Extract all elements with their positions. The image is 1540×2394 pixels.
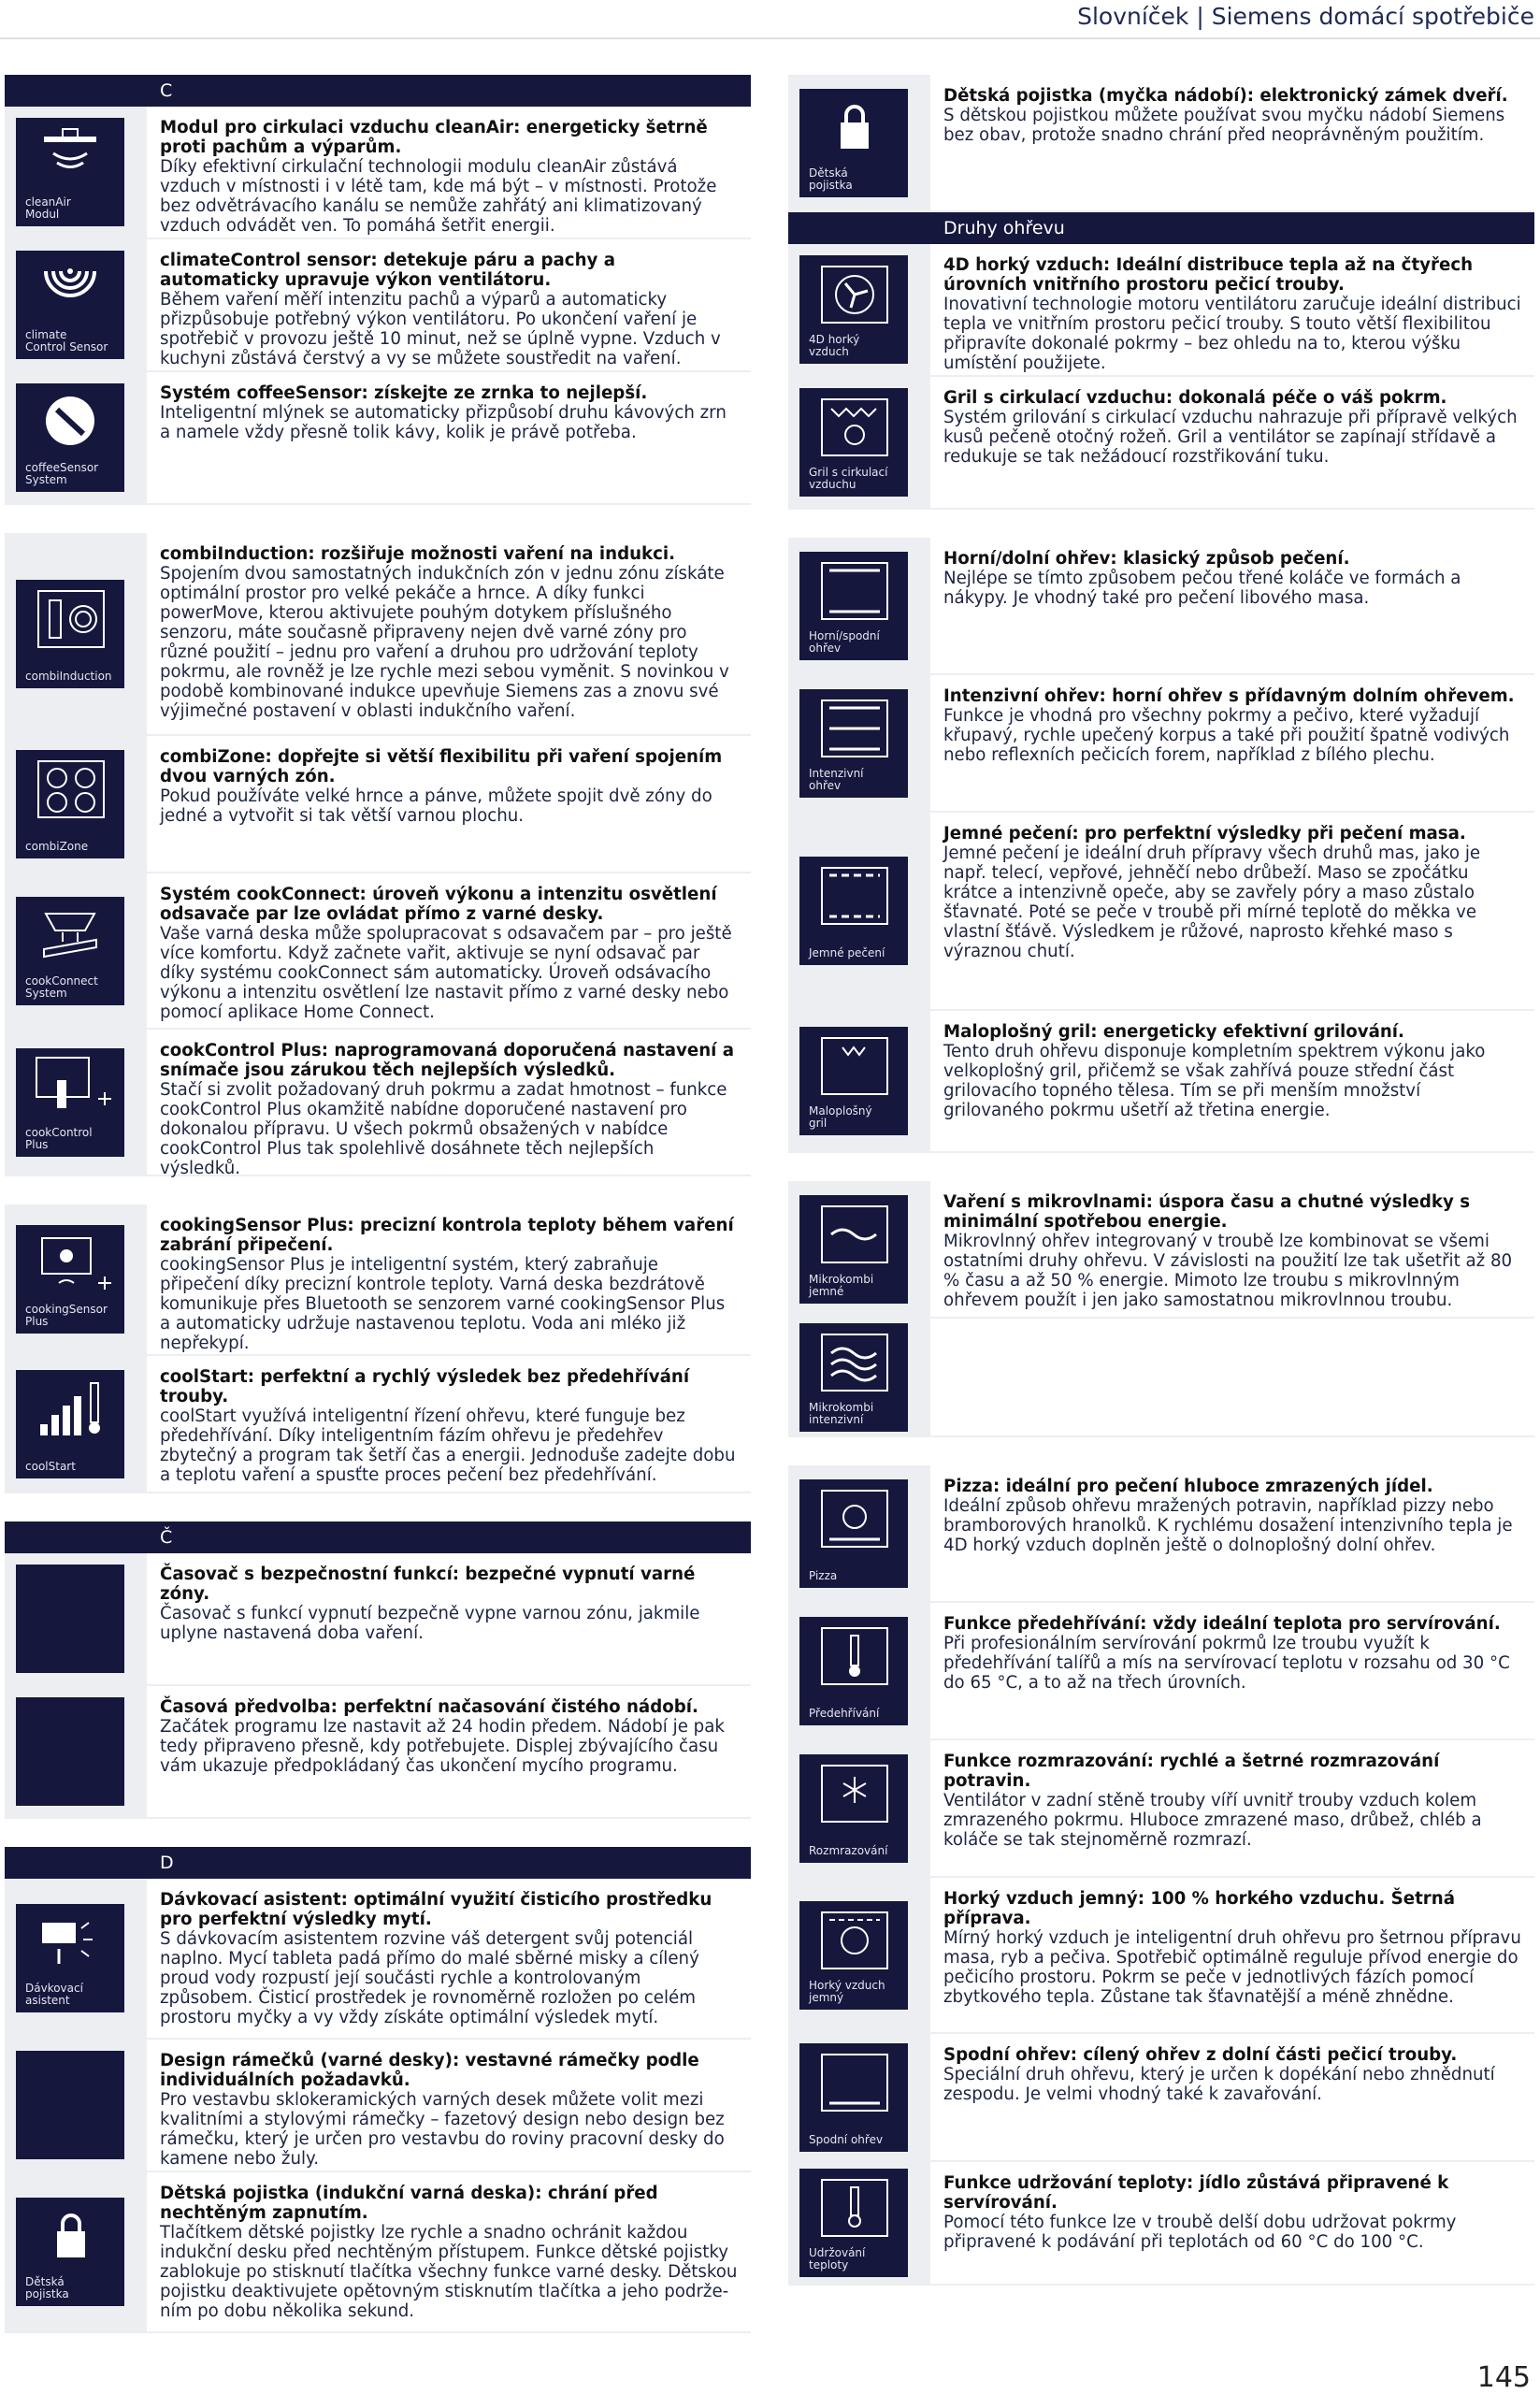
glossary-entry [788, 244, 1534, 377]
icon-cell [5, 1030, 147, 1175]
icon-label: climate Control Sensor [25, 328, 108, 353]
left-column [5, 75, 751, 2333]
entry-title: 4D horký vzduch: Ideální distribuce tepla až na čtyřech úrovních vnitřního prostoru pečicí trouby. [943, 255, 1474, 295]
section-band [5, 75, 147, 107]
entry-title: Horký vzduch jemný: 100 % horkého vzduchu. Šetrná příprava. [943, 1889, 1455, 1928]
entry-text [930, 2162, 1534, 2284]
icon-label: Mikrokombi intenzivní [809, 1401, 874, 1426]
entry-body: cookingSensor Plus je inteligentní systém, který zabraňuje připečení díky precizní kontrole teploty. Varná deska bezdrátově komunikuje přes Bluetooth se senzorem varné cookingSensor Plus a automaticky udržuje nastavenou teplotu. Voda ani mléko již nepřekypí. [160, 1255, 726, 1353]
icon-label: coffeeSensor System [25, 461, 99, 486]
entry-title: Systém cookConnect: úroveň výkonu a intenzitu osvětlení odsavače par lze ovládat přímo z varné desky. [160, 885, 717, 924]
entry-title: cookControl Plus: naprogramovaná doporučená nastavení a snímače jsou zárukou těch nejlepších výsledků. [160, 1041, 735, 1080]
fan-4d-icon [799, 255, 908, 364]
entry-title: coolStart: perfektní a rychlý výsledek bez předehřívání trouby. [160, 1367, 690, 1406]
header-divider [0, 37, 1540, 39]
group-gap [5, 1176, 751, 1204]
entry-body: Inteligentní mlýnek se automaticky přizpůsobí druhu kávových zrn a namele vždy přesně tolik kávy, kolik je právě potřeba. [160, 403, 727, 442]
icon-label: combiZone [25, 840, 89, 853]
glossary-entry [788, 538, 1534, 675]
entry-text [147, 533, 751, 734]
dosing-icon [16, 1904, 124, 2012]
entry-text [147, 736, 751, 872]
glossary-entry [788, 1603, 1534, 1740]
entry-body: Začátek programu lze nastavit až 24 hodin předem. Nádobí je pak tedy připraveno přesně, kdy potřebujete. Displej zbývajícího času vám ukazuje předpokládaný čas ukončení mycího programu. [160, 1717, 725, 1776]
entry-text [147, 1553, 751, 1684]
entry-title: Design rámečků (varné desky): vestavné rámečky podle individuálních požadavků. [160, 2051, 699, 2090]
glossary-entry [5, 1879, 751, 2040]
section-band [5, 1847, 147, 1879]
entry-title: Pizza: ideální pro pečení hluboce zmrazených jídel. [943, 1477, 1433, 1496]
glossary-entry [788, 675, 1534, 813]
icon-cell [788, 244, 930, 375]
section-band [788, 212, 930, 244]
group-gap [788, 1437, 1534, 1465]
icon-cell [5, 2172, 147, 2331]
entry-body: Mikrovlnný ohřev integrovaný v troubě lze kombinovat se všemi ostatními druhy ohřevu. V závislosti na použití lze tak ušetřit až 80 % času a až 50 % energie. Mimoto lze troubu s mikrovlnným ohřevem použít i jen jako samostatnou mikrovlnnou troubu. [943, 1232, 1513, 1310]
page-header: Slovníček | Siemens domácí spotřebiče [1077, 3, 1534, 30]
glossary-entry [5, 107, 751, 239]
fan-gentle-icon [799, 1901, 908, 2010]
group-gap [5, 1493, 751, 1521]
icon-cell [788, 675, 930, 811]
entry-text [930, 75, 1534, 210]
blank-icon [16, 2051, 124, 2159]
icon-label: Horní/spodní ohřev [809, 629, 880, 655]
lock-icon [16, 2198, 124, 2306]
entry-title: Jemné pečení: pro perfektní výsledky při pečení masa. [943, 824, 1466, 844]
glossary-entry [788, 1740, 1534, 1878]
climate-sensor-icon [16, 251, 124, 359]
entry-body: Speciální druh ohřevu, který je určen k dopékání nebo zhnědnutí zespodu. Je velmi vhodný také k zavařování. [943, 2065, 1495, 2104]
section-letter: D [147, 1847, 751, 1879]
entry-text [147, 1879, 751, 2038]
entry-text [930, 1740, 1534, 1876]
top-bottom-icon [799, 552, 908, 660]
entry-body: S dětskou pojistkou můžete používat svou myčku nádobí Siemens bez obav, protože snadno chrání před neoprávněným použitím. [943, 106, 1505, 145]
page-number: 145 [1476, 2361, 1531, 2394]
entry-title: Časová předvolba: perfektní načasování čistého nádobí. [160, 1697, 698, 1717]
icon-label: cleanAir Modul [25, 195, 71, 221]
glossary-entry [788, 1465, 1534, 1603]
entry-body: Tento druh ohřevu disponuje kompletním spektrem výkonu jako velkoplošný gril, přičemž se však zahřívá pouze střední část grilovacího topného tělesa. Tím se při menším množství grilovaného pokrmu ušetří až třetina energie. [943, 1042, 1486, 1120]
glossary-entry [5, 1030, 751, 1176]
icon-cell [5, 1204, 147, 1354]
icon-label: Gril s cirkulací vzduchu [809, 466, 888, 491]
glossary-entry [788, 1878, 1534, 2034]
section-letter: C [147, 75, 751, 107]
entry-text [147, 1686, 751, 1817]
icon-label: cookControl Plus [25, 1126, 93, 1151]
entry-body: Systém grilování s cirkulací vzduchu nahrazuje při přípravě velkých kusů pečeně otočný rožeň. Gril a ventilátor se zapínají střídavě a redukuje se tak nežádoucí rozstřikování tuku. [943, 408, 1518, 467]
entry-text [147, 873, 751, 1028]
pizza-icon [799, 1479, 908, 1588]
blank-icon [16, 1697, 124, 1806]
entry-body: Pomocí této funkce lze v troubě delší dobu udržovat pokrmy připravené k podávání při teplotách od 60 °C do 100 °C. [943, 2213, 1457, 2252]
icon-cell [5, 107, 147, 238]
entry-body: Inovativní technologie motoru ventilátoru zaručuje ideální distribuci tepla ve vnitřním prostoru pečicí trouby. S touto větší flexibilitou připravíte dokonalé pokrmy – bez ohledu na to, kterou výšku umístění použijete. [943, 295, 1521, 373]
entry-body: Jemné pečení je ideální druh přípravy všech druhů mas, jako je např. telecí, vepřové, jehněčí nebo drůbeží. Maso se zpočátku krátce a intenzivně opeče, aby se zavřely póry a maso zůstalo šťavnaté. Poté se peče v troubě při mírné teplotě do měkka ve vlastní šťávě. Výsledkem je růžové, naprosto křehké maso s výraznou chutí. [943, 844, 1481, 961]
icon-cell [788, 1011, 930, 1151]
intensive-icon [799, 689, 908, 798]
entry-body: Mírný horký vzduch je inteligentní druh ohřevu pro šetrnou přípravu masa, ryb a pečiva. Spotřebič optimálně reguluje přívod energie do pečicího prostoru. Pokrm se peče v jednotlivých fázích pomocí zbytkového tepla. Zůstane tak šťavnatější a méně zhnědne. [943, 1928, 1521, 2007]
glossary-entry [788, 1319, 1534, 1437]
entry-body: Ideální způsob ohřevu mražených potravin, například pizzy nebo bramborových hranolků. K rychlému dosažení intenzivního tepla je 4D horký vzduch doplněn ještě o dolnoplošný dolní ohřev. [943, 1496, 1513, 1555]
glossary-entry [5, 1686, 751, 1819]
gentle-bake-icon [799, 857, 908, 965]
glossary-entry [5, 2040, 751, 2172]
entry-text [147, 107, 751, 238]
glossary-entry [5, 736, 751, 873]
entry-body: Pro vestavbu sklokeramických varných desek můžete volit mezi kvalitními a stylovými rámečky – fazetový design nebo design bez rámečku, který je určen pro vestavbu do roviny pracovní desky do kamene nebo žuly. [160, 2090, 725, 2169]
entry-body: Během vaření měří intenzitu pachů a výparů a automaticky přizpůsobuje potřebný výkon ventilátoru. Po ukončení vaření je spotřebič v provozu ještě 10 minut, než se úplně vypne. Vzduch v kuchyni zůstává čerstvý a vy se můžete soustředit na vaření. [160, 290, 721, 368]
icon-label: Horký vzduch jemný [809, 1979, 885, 2004]
entry-title: Maloplošný gril: energeticky efektivní grilování. [943, 1022, 1404, 1042]
entry-title: Systém coffeeSensor: získejte ze zrnka to nejlepší. [160, 383, 648, 403]
entry-body: Vaše varná deska může spolupracovat s odsavačem par – pro ještě více komfortu. Když začnete vařit, aktivuje se nyní odsavač par díky systému cookConnect sám automaticky. Úroveň odsávacího výkonu a intenzitu osvětlení lze nastavit přímo z varné desky nebo pomocí aplikace Home Connect. [160, 924, 732, 1022]
icon-cell [788, 2162, 930, 2284]
micro-gentle-icon [799, 1195, 908, 1304]
icon-label: Dávkovací asistent [25, 1982, 83, 2007]
entry-body: Časovač s funkcí vypnutí bezpečně vypne varnou zónu, jakmile uplyne nastavená doba vaření. [160, 1604, 700, 1643]
icon-cell [5, 533, 147, 734]
icon-cell [788, 538, 930, 673]
icon-cell [788, 75, 930, 210]
icon-label: Dětská pojistka [809, 166, 853, 192]
section-header [5, 75, 751, 107]
group-gap [5, 505, 751, 533]
entry-text [930, 244, 1534, 375]
small-grill-icon [799, 1027, 908, 1135]
glossary-entry [5, 533, 751, 736]
entry-title: Dětská pojistka (indukční varná deska): chrání před nechtěným zapnutím. [160, 2184, 658, 2223]
icon-cell [788, 1740, 930, 1876]
glossary-entry [5, 2172, 751, 2333]
cooking-sensor-icon [16, 1225, 124, 1334]
micro-intensive-icon [799, 1323, 908, 1432]
glossary-entry [5, 239, 751, 372]
icon-cell [5, 1879, 147, 2038]
entry-text [147, 239, 751, 370]
icon-label: Jemné pečení [809, 946, 885, 959]
bottom-heat-icon [799, 2043, 908, 2152]
entry-title: Modul pro cirkulaci vzduchu cleanAir: energeticky šetrně proti pachům a výparům. [160, 118, 708, 157]
entry-title: Intenzivní ohřev: horní ohřev s přídavným dolním ohřevem. [943, 686, 1515, 706]
entry-title: Spodní ohřev: cílený ohřev z dolní části pečicí trouby. [943, 2045, 1458, 2065]
entry-title: Funkce udržování teploty: jídlo zůstává připravené k servírování. [943, 2173, 1449, 2213]
entry-text [930, 1319, 1534, 1435]
section-header [5, 1847, 751, 1879]
icon-cell [5, 372, 147, 503]
entry-title: combiZone: dopřejte si větší flexibilitu při vaření spojením dvou varných zón. [160, 747, 723, 786]
entry-text [930, 675, 1534, 811]
icon-cell [788, 2034, 930, 2160]
icon-label: 4D horký vzduch [809, 333, 860, 358]
entry-title: Dávkovací asistent: optimální využití čisticího prostředku pro perfektní výsledky mytí. [160, 1890, 712, 1929]
entry-body: Spojením dvou samostatných indukčních zón v jednu zónu získáte optimální prostor pro velké pekáče a hrnce. A díky funkci powerMove, kterou aktivujete pouhým dotykem příslušného senzoru, máte současně připraveny nejen dvě varné zóny pro různé použití – jednu pro vaření a druhou pro udržování teploty pokrmu, ale rovněž je lze rychle mezi sebou vyměnit. S novinkou v podobě kombinované indukce upevňuje Siemens zas a znovu své výjimečné postavení v oblasti indukčního vaření. [160, 564, 729, 721]
entry-title: combiInduction: rozšiřuje možnosti vaření na indukci. [160, 544, 676, 564]
icon-label: Předehřívání [809, 1707, 880, 1720]
section-header [788, 212, 1534, 244]
section-letter: Č [147, 1521, 751, 1553]
icon-cell [5, 1686, 147, 1817]
icon-label: Intenzivní ohřev [809, 767, 864, 792]
icon-cell [5, 873, 147, 1028]
entry-body: Tlačítkem dětské pojistky lze rychle a snadno ochránit každou indukční desku před nechtěným přístupem. Funkce dětské pojistky zablokuje po stisknutí tlačítka všechny funkce varné desky. Dětskou pojistku deaktivujete opětovným stisknutím tlačítka a jeho podržením po dobu několika sekund. [160, 2223, 738, 2321]
entry-title: cookingSensor Plus: precizní kontrola teploty během vaření zabrání připečení. [160, 1216, 734, 1255]
icon-cell [5, 1356, 147, 1492]
glossary-entry [788, 2034, 1534, 2162]
entry-text [930, 813, 1534, 1009]
entry-title: Horní/dolní ohřev: klasický způsob pečení. [943, 549, 1350, 569]
icon-label: Dětská pojistka [25, 2275, 69, 2300]
glossary-entry [5, 873, 751, 1030]
entry-text [930, 1465, 1534, 1601]
section-letter: Druhy ohřevu [930, 212, 1534, 244]
entry-title: Gril s cirkulací vzduchu: dokonalá péče o váš pokrm. [943, 388, 1447, 408]
entry-text [930, 538, 1534, 673]
icon-label: Udržování teploty [809, 2246, 866, 2271]
icon-cell [788, 1878, 930, 2032]
icon-cell [788, 1603, 930, 1738]
preheat-icon [799, 1617, 908, 1725]
entry-title: Funkce rozmrazování: rychlé a šetrné rozmrazování potravin. [943, 1752, 1440, 1791]
glossary-entry [5, 372, 751, 505]
entry-text [930, 2034, 1534, 2160]
icon-cell [5, 2040, 147, 2170]
glossary-entry [5, 1553, 751, 1686]
icon-cell [5, 1553, 147, 1684]
entry-title: Časovač s bezpečnostní funkcí: bezpečné vypnutí varné zóny. [160, 1565, 696, 1604]
keep-warm-icon [799, 2169, 908, 2277]
entry-text [930, 1603, 1534, 1738]
entry-body: Pokud používáte velké hrnce a pánve, můžete spojit dvě zóny do jedné a vytvořit si tak větší varnou plochu. [160, 786, 712, 826]
entry-text [930, 377, 1534, 508]
section-header [5, 1521, 751, 1553]
combiinduction-icon [16, 580, 124, 688]
glossary-entry [788, 813, 1534, 1011]
group-gap [5, 1819, 751, 1847]
entry-text [930, 1011, 1534, 1151]
entry-title: climateControl sensor: detekuje páru a pachy a automaticky upravuje výkon ventilátoru. [160, 251, 615, 290]
icon-cell [788, 1319, 930, 1435]
glossary-entry [788, 377, 1534, 510]
glossary-entry [5, 1356, 751, 1493]
blank-icon [16, 1565, 124, 1673]
entry-text [147, 2172, 751, 2331]
icon-cell [5, 239, 147, 370]
icon-label: coolStart [25, 1460, 76, 1473]
icon-label: combiInduction [25, 670, 112, 683]
cleanair-icon [16, 118, 124, 226]
entry-text [930, 1878, 1534, 2032]
icon-label: cookingSensor Plus [25, 1303, 108, 1328]
glossary-entry [788, 1181, 1534, 1319]
icon-cell [788, 813, 930, 1009]
entry-body: S dávkovacím asistentem rozvine váš detergent svůj potenciál naplno. Mycí tableta padá přímo do malé sběrné misky a cílený proud vody rozpustí její součásti rychle a kontrolovaným způsobem. Čisticí prostředek je rovnoměrně rozložen po celém prostoru myčky a vy vždy získáte optimální výsledek mytí. [160, 1929, 699, 2027]
entry-text [147, 1204, 751, 1354]
group-gap [788, 510, 1534, 538]
icon-cell [5, 736, 147, 872]
combizone-icon [16, 750, 124, 858]
entry-body: Nejlépe se tímto způsobem pečou třené koláče ve formách a nákypy. Je vhodný také pro pečení libového masa. [943, 569, 1461, 608]
icon-cell [788, 1181, 930, 1317]
entry-text [147, 1356, 751, 1492]
icon-label: cookConnect System [25, 974, 98, 1000]
coffee-sensor-icon [16, 383, 124, 492]
icon-label: Rozmrazování [809, 1844, 888, 1857]
coolstart-icon [16, 1370, 124, 1478]
icon-label: Maloplošný gril [809, 1104, 872, 1130]
icon-label: Pizza [809, 1569, 838, 1582]
entry-body: Díky efektivní cirkulační technologii modulu cleanAir zůstává vzduch v místnosti i v létě tam, kde má být – v místnosti. Protože bez odvětrávacího kanálu se nemůže zahřátý ani klimatizovaný vzduch odvádět ven. To pomáhá šetřit energii. [160, 157, 717, 236]
icon-label: Mikrokombi jemné [809, 1273, 874, 1298]
cookconnect-icon [16, 897, 124, 1005]
entry-title: Vaření s mikrovlnami: úspora času a chutné výsledky s minimální spotřebou energie. [943, 1192, 1471, 1232]
entry-text [147, 1030, 751, 1178]
entry-title: Funkce předehřívání: vždy ideální teplota pro servírování. [943, 1614, 1501, 1634]
glossary-entry [788, 1011, 1534, 1153]
glossary-entry [788, 2162, 1534, 2286]
icon-cell [788, 377, 930, 508]
cookcontrol-icon [16, 1048, 124, 1157]
entry-body: Funkce je vhodná pro všechny pokrmy a pečivo, které vyžadují křupavý, rychle upečený korpus a také při použití špatně vodivých nebo reflexních pečicích forem, například z bílého plechu. [943, 706, 1510, 765]
lock-icon [799, 89, 908, 197]
glossary-entry [788, 75, 1534, 212]
entry-text [147, 372, 751, 503]
entry-text [930, 1181, 1534, 1317]
entry-body: Při profesionálním servírování pokrmů lze troubu využít k předehřívání talířů a mís na servírovací teplotu v rozsahu od 30 °C do 65 °C, a to až na třech úrovních. [943, 1634, 1510, 1693]
grill-fan-icon [799, 388, 908, 497]
entry-body: Stačí si zvolit požadovaný druh pokrmu a zadat hmotnost – funkce cookControl Plus okamžitě nabídne doporučené nastavení pro dokonalou přípravu. U všech pokrmů obsažených v nabídce cookControl Plus tak spolehlivě dosáhnete těch nejlepších výsledků. [160, 1080, 727, 1178]
icon-cell [788, 1465, 930, 1601]
defrost-icon [799, 1754, 908, 1863]
entry-text [147, 2040, 751, 2170]
glossary-entry [5, 1204, 751, 1356]
entry-body: coolStart využívá inteligentní řízení ohřevu, které funguje bez předehřívání. Díky inteligentním fázím ohřevu je předehřev zbytečný a program tak šetří čas a energii. Jednoduše zadejte dobu a teplotu vaření a spusťte proces pečení bez předehřívání. [160, 1406, 736, 1485]
section-band [5, 1521, 147, 1553]
icon-label: Spodní ohřev [809, 2133, 884, 2146]
entry-title: Dětská pojistka (myčka nádobí): elektronický zámek dveří. [943, 86, 1508, 106]
right-column [788, 75, 1534, 2286]
group-gap [788, 1153, 1534, 1181]
entry-body: Ventilátor v zadní stěně trouby víří uvnitř trouby vzduch kolem zmrazeného pokrmu. Hluboce zmrazené maso, drůbež, chléb a koláče se tak stejnoměrně rozmrazí. [943, 1791, 1482, 1850]
